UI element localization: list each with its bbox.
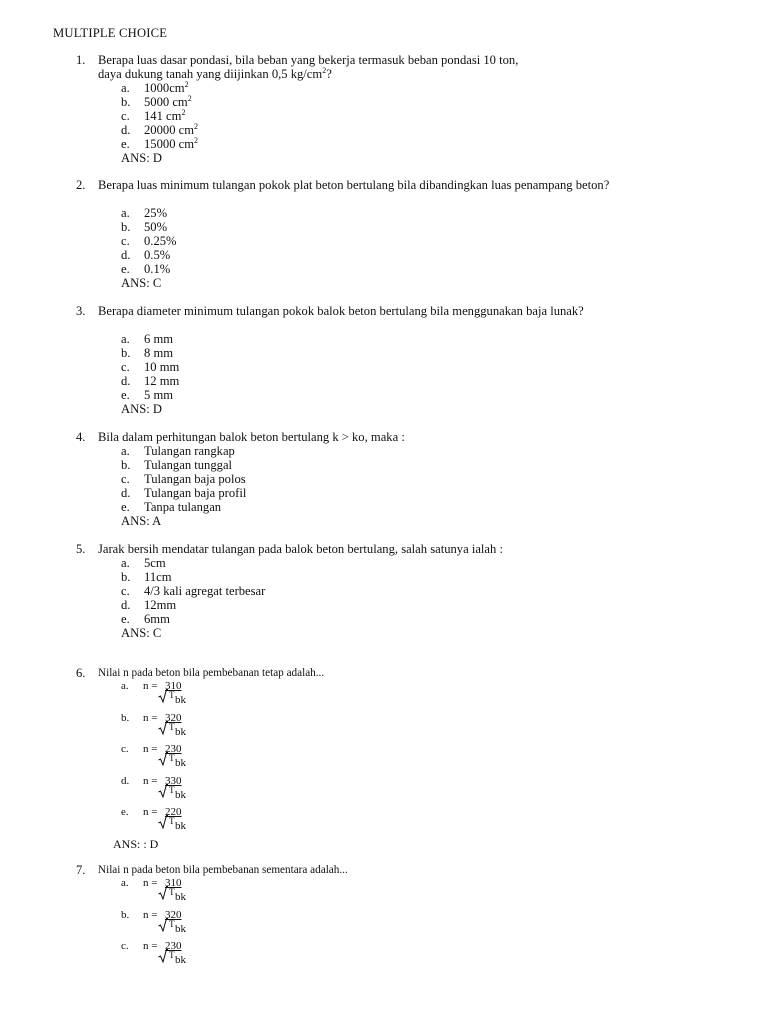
option-text: 6mm [144, 612, 170, 626]
question-number: 7. [76, 863, 86, 877]
option-text: Tulangan baja profil [144, 486, 247, 500]
option-text: Tulangan baja polos [144, 472, 246, 486]
page-heading: MULTIPLE CHOICE [53, 26, 168, 40]
option-letter: b. [121, 711, 130, 724]
option-d [121, 774, 241, 806]
option-text: 11cm [144, 570, 172, 584]
formula-subscript: bk [175, 725, 186, 738]
option-c [121, 360, 180, 374]
option-letter: a. [121, 332, 130, 346]
option-letter: b. [121, 220, 131, 234]
question-number: 4. [76, 430, 86, 444]
option-letter: b. [121, 95, 131, 109]
option-c [121, 234, 177, 248]
option-letter: e. [121, 500, 130, 514]
option-text [144, 95, 192, 109]
option-b [121, 220, 168, 234]
formula-lhs: n = [143, 908, 158, 921]
question-text: Berapa luas minimum tulangan pokok plat beton bertulang bila dibandingkan luas penampang beton? [98, 178, 610, 192]
options-list [121, 206, 177, 290]
formula-t: T [169, 918, 175, 929]
option-letter: e. [121, 612, 130, 626]
option-text: 0.25% [144, 234, 177, 248]
question-number: 5. [76, 542, 86, 556]
superscript: 2 [194, 122, 199, 131]
option-e [121, 500, 222, 514]
option-a [121, 332, 174, 346]
question-text: Nilai n pada beton bila pembebanan sementara adalah... [98, 864, 348, 876]
answer-key: ANS: C [121, 626, 162, 640]
option-text: Tanpa tulangan [144, 500, 222, 514]
formula-subscript: bk [175, 757, 186, 769]
square-root-icon [158, 689, 168, 703]
formula-t: T [169, 887, 175, 897]
square-root-icon [158, 752, 168, 766]
question-text: Nilai n pada beton bila pembebanan tetap adalah... [98, 667, 325, 679]
superscript: 2 [194, 136, 199, 145]
option-b [121, 570, 172, 584]
option-value: 20000 cm [144, 123, 195, 137]
option-letter: c. [121, 472, 130, 486]
options-list [121, 679, 241, 837]
option-text [144, 81, 189, 95]
square-root-icon [158, 815, 168, 829]
formula-numerator: 230 [165, 743, 182, 755]
question-text [98, 53, 616, 81]
option-text [144, 123, 198, 137]
formula-t: T [169, 784, 175, 795]
option-e [121, 612, 170, 626]
square-root-icon [158, 886, 168, 900]
formula-lhs: n = [143, 743, 158, 755]
formula-t: T [169, 816, 175, 826]
option-d [121, 122, 199, 137]
option-letter: a. [121, 556, 130, 570]
option-text: Tulangan rangkap [144, 444, 235, 458]
formula-subscript: bk [175, 891, 186, 903]
square-root-icon [158, 918, 168, 932]
option-letter: a. [121, 444, 130, 458]
options-list [121, 444, 247, 528]
option-letter: e. [121, 388, 130, 402]
formula-t: T [169, 950, 175, 960]
option-text: 5cm [144, 556, 166, 570]
answer-key: ANS: D [121, 402, 162, 416]
option-e [121, 262, 171, 276]
option-text: 25% [144, 206, 168, 220]
option-letter: d. [121, 774, 130, 787]
option-text: 8 mm [144, 346, 174, 360]
option-text: 6 mm [144, 332, 174, 346]
square-root-icon [158, 784, 168, 798]
option-value: 1000cm [144, 81, 185, 95]
option-e [121, 388, 174, 402]
option-letter: d. [121, 598, 131, 612]
options-list [121, 80, 199, 165]
option-letter: a. [121, 877, 129, 889]
superscript: 2 [184, 80, 189, 89]
option-letter: b. [121, 570, 131, 584]
formula-subscript: bk [175, 788, 186, 801]
formula-subscript: bk [175, 922, 186, 935]
question-mark: ? [326, 67, 332, 81]
question-number: 2. [76, 178, 86, 192]
formula-lhs: n = [143, 877, 158, 889]
superscript: 2 [322, 66, 327, 75]
superscript: 2 [187, 94, 192, 103]
option-text: Tulangan tunggal [144, 458, 233, 472]
option-a [121, 444, 235, 458]
question-number: 6. [76, 666, 86, 680]
option-letter: d. [121, 374, 131, 388]
option-letter: e. [121, 806, 129, 818]
answer-key: ANS: C [121, 276, 162, 290]
option-letter: c. [121, 584, 130, 598]
question-text-line-1: Berapa luas dasar pondasi, bila beban yang bekerja termasuk beban pondasi 10 ton, [98, 53, 519, 67]
formula-numerator: 320 [165, 711, 182, 724]
formula-lhs: n = [143, 680, 158, 692]
option-letter: c. [121, 360, 130, 374]
option-text: 12mm [144, 598, 177, 612]
option-c [121, 108, 186, 123]
option-letter: a. [121, 81, 130, 95]
option-text [144, 109, 185, 123]
options-list [121, 332, 180, 416]
formula-lhs: n = [143, 711, 158, 724]
superscript: 2 [181, 108, 186, 117]
option-letter: c. [121, 743, 129, 755]
option-a [121, 206, 168, 220]
option-b [121, 908, 241, 940]
formula-numerator: 310 [165, 877, 182, 889]
formula-lhs: n = [143, 806, 158, 818]
option-letter: a. [121, 680, 129, 692]
option-b [121, 94, 192, 109]
question-number: 3. [76, 304, 86, 318]
option-letter: d. [121, 123, 131, 137]
option-b [121, 711, 241, 743]
option-letter: a. [121, 206, 130, 220]
option-text: 0.5% [144, 248, 171, 262]
option-letter: e. [121, 137, 130, 151]
option-letter: c. [121, 940, 129, 952]
option-d [121, 248, 171, 262]
formula-lhs: n = [143, 774, 158, 787]
formula-subscript: bk [175, 820, 186, 832]
option-text: 10 mm [144, 360, 180, 374]
option-letter: e. [121, 262, 130, 276]
formula-subscript: bk [175, 954, 186, 966]
option-letter: d. [121, 248, 131, 262]
formula-numerator: 320 [165, 908, 182, 921]
formula-t: T [169, 690, 175, 700]
formula-t: T [169, 721, 175, 732]
square-root-icon [158, 949, 168, 963]
formula-numerator: 230 [165, 940, 182, 952]
formula-t: T [169, 753, 175, 763]
option-text: 12 mm [144, 374, 180, 388]
option-a [121, 80, 189, 95]
option-letter: b. [121, 908, 130, 921]
option-value: 141 cm [144, 109, 182, 123]
question-text-line-2 [98, 67, 616, 81]
option-text: 4/3 kali agregat terbesar [144, 584, 266, 598]
option-a [121, 876, 241, 908]
option-text: 5 mm [144, 388, 174, 402]
answer-key: ANS: : D [113, 837, 159, 851]
option-c [121, 742, 241, 774]
option-text: 50% [144, 220, 168, 234]
option-letter: b. [121, 346, 131, 360]
formula-lhs: n = [143, 940, 158, 952]
option-a [121, 679, 241, 711]
option-d [121, 598, 177, 612]
options-list [121, 556, 266, 640]
question-number: 1. [76, 53, 86, 67]
option-letter: d. [121, 486, 131, 500]
option-a [121, 556, 166, 570]
option-text [144, 137, 198, 151]
option-b [121, 346, 174, 360]
option-c [121, 472, 246, 486]
answer-key: ANS: D [121, 151, 162, 165]
question-text: Bila dalam perhitungan balok beton bertulang k > ko, maka : [98, 430, 405, 444]
answer-key: ANS: A [121, 514, 162, 528]
option-letter: c. [121, 234, 130, 248]
option-text: 0.1% [144, 262, 171, 276]
formula-subscript: bk [175, 694, 186, 706]
option-c [121, 939, 241, 971]
option-d [121, 374, 180, 388]
question-text: Jarak bersih mendatar tulangan pada balok beton bertulang, salah satunya ialah : [98, 542, 503, 556]
question-text: Berapa diameter minimum tulangan pokok balok beton bertulang bila menggunakan baja lunak? [98, 304, 584, 318]
option-value: 15000 cm [144, 137, 195, 151]
formula-numerator: 310 [165, 680, 182, 692]
option-b [121, 458, 233, 472]
option-c [121, 584, 266, 598]
question-text-line-2-main: daya dukung tanah yang diijinkan 0,5 kg/cm [98, 67, 323, 81]
option-d [121, 486, 247, 500]
option-e [121, 136, 199, 151]
option-letter: b. [121, 458, 131, 472]
square-root-icon [158, 721, 168, 735]
options-list [121, 876, 241, 971]
option-e [121, 805, 241, 837]
option-letter: c. [121, 109, 130, 123]
option-value: 5000 cm [144, 95, 188, 109]
formula-numerator: 220 [165, 806, 182, 818]
formula-numerator: 330 [165, 774, 182, 787]
